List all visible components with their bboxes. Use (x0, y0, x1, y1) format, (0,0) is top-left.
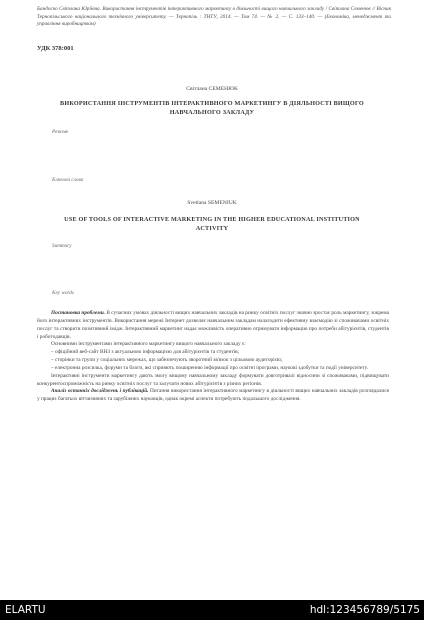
paragraph-text: Інтерактивні інструменти маркетингу дають змогу вищому навчальному закладу формувати довготривалі відносини зі споживачами, підвищувати конкурентоспроможність на ринку освітніх послуг та залучати нових абітурієнтів з різних регіонів. (37, 372, 389, 387)
keywords-label-en: Key words (52, 290, 74, 296)
keywords-label-ua: Ключові слова (52, 177, 84, 183)
paragraph-text: – сторінки та групи у соціальних мережах, що забезпечують зворотний зв'язок з цільовою аудиторією; (51, 357, 283, 364)
body-paragraph (37, 357, 389, 365)
author-name-ua: Світлана СЕМЕНЮК (186, 86, 238, 92)
body-paragraph (37, 365, 389, 373)
paragraph-text: – офіційний веб-сайт ВНЗ з актуальною інформацією для абітурієнтів та студентів; (51, 349, 240, 356)
article-title-ua: ВИКОРИСТАННЯ ІНСТРУМЕНТІВ ІНТЕРАКТИВНОГО МАРКЕТИНГУ В ДІЯЛЬНОСТІ ВИЩОГО НАВЧАЛЬНОГО ЗАКЛАДУ (60, 100, 364, 116)
repository-name: ELARTU (5, 604, 46, 616)
paragraph-lead: Аналіз останніх досліджень і публікацій. (51, 388, 149, 395)
resume-label: Резюме (52, 129, 69, 135)
repository-footer-bar (0, 600, 424, 620)
paragraph-text: – електронна розсилка, форуми та блоги, які сприяють поширенню інформації про освітні програми, наукові здобутки та події університету. (51, 364, 369, 371)
handle-identifier: hdl:123456789/5175 (309, 604, 420, 616)
author-name-en: Svetlana SEMENIUK (187, 200, 237, 206)
paragraph-text: В сучасних умовах діяльності вищих навчальних закладів на ринку освітніх послуг значно зростає роль маркетингу, зокрема його інтерактивних інструментів. Використання мережі Інтернет дозволяє навчальним закладам налагодити ефективну взаємодію зі споживачами освітніх послуг та створити позитивний імідж. Інтерактивний маркетинг надає можливість оперативно отримувати інформацію про потреби абітурієнтів, студентів і роботодавців. (37, 310, 389, 340)
article-title-en: USE OF TOOLS OF INTERACTIVE MARKETING IN THE HIGHER EDUCATIONAL INSTITUTION ACTIVITY (64, 216, 360, 232)
body-paragraph (37, 349, 389, 357)
article-body (37, 310, 389, 404)
udc-code: УДК 378:001 (37, 45, 74, 52)
summary-label: Summary (52, 243, 72, 249)
body-paragraph (37, 310, 389, 341)
paragraph-text: Питання використання інтерактивного маркетингу в діяльності вищих навчальних закладів розглядалися у працях багатьох вітчизняних та зарубіжних науковців, однак окремі аспекти потребують подальшого дослідження. (37, 388, 389, 403)
paragraph-text: Основними інструментами інтерактивного маркетингу вищого навчального закладу є: (51, 341, 246, 348)
body-paragraph (37, 388, 389, 404)
body-paragraph (37, 373, 389, 389)
citation-header: Бандоско Світлана Юріївна. Використання інструментів інтерактивного маркетингу в діяльності вищого навчального закладу / Світлана Семенюк // Вісник Тернопільського національного технічного університету. — Тернопіль : ТНТУ, 2014. — Том 74. — № 2. — С. 133–140. — (Економіка, менеджмент та управління виробництвом) (37, 6, 391, 28)
paragraph-lead: Постановка проблеми. (51, 310, 105, 316)
